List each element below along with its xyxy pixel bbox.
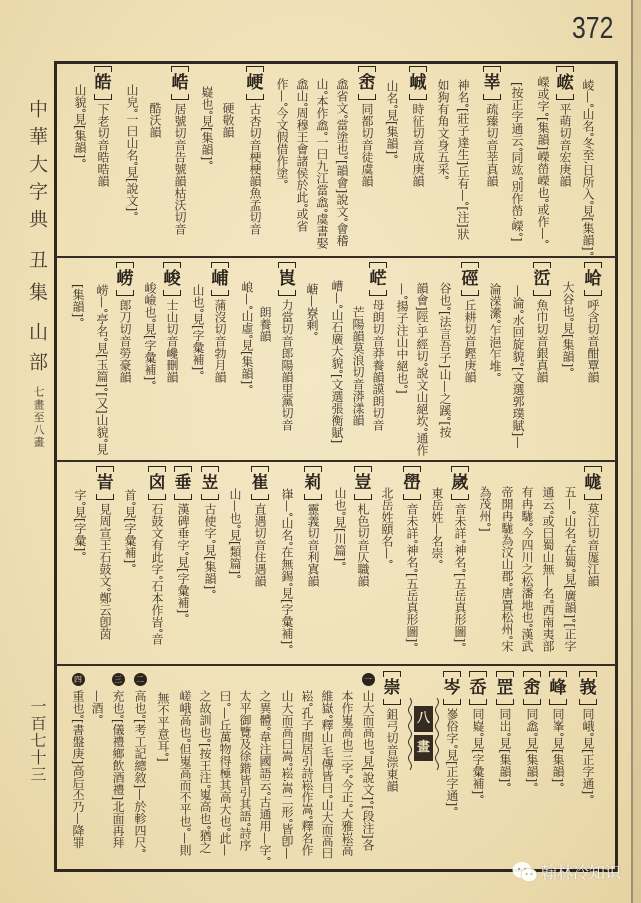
entry-head <box>441 671 463 811</box>
sense <box>67 673 89 848</box>
headword: 垂 <box>174 473 192 493</box>
definition-line: 嵣—嶚剩 <box>305 283 319 331</box>
headword-bracket <box>147 466 167 500</box>
entry-head <box>531 262 553 383</box>
headword-bracket <box>548 671 568 705</box>
headword-bracket <box>532 262 552 296</box>
entry-head <box>449 466 471 647</box>
definition-line: 山名見[集韻] <box>385 80 399 155</box>
headword: 岙 <box>469 678 487 698</box>
definition-line: [集韻] <box>71 284 85 318</box>
definition-line: 嵞省文當塗也[韻會]說文會稽 <box>335 78 349 247</box>
headword-bracket <box>277 262 297 296</box>
headword-bracket <box>408 66 428 100</box>
entry-text: 同峯見[集韻] <box>551 708 565 783</box>
entry-reading: 見周宣王石鼓文鄭云卽茵 <box>98 503 112 640</box>
headword: 岑 <box>443 678 461 698</box>
headword-bracket <box>583 466 603 500</box>
entry-head <box>547 671 569 787</box>
headword: 峬 <box>211 269 229 289</box>
reading-continuation: 芒陽韻莫浪切音漭漾韻 <box>351 306 365 426</box>
headword: 峹 <box>523 678 541 698</box>
definition-line: 峻嶮也見[字彙補] <box>143 282 157 381</box>
definition-line: 山也見[字彙補] <box>191 284 205 371</box>
headword-bracket <box>95 466 115 500</box>
entry-head <box>356 66 378 187</box>
sense-line: 曰—丘萬物得極其高大也此— <box>218 690 232 856</box>
sense-line: 山大而高曰嵩崧嵩二形皆卽— <box>280 690 294 860</box>
definition-line: 通云或曰蜀山無—名西南夷部 <box>541 486 555 652</box>
sense-number-icon: 二 <box>134 673 147 686</box>
headword-bracket <box>162 262 182 296</box>
tier-divider <box>56 664 616 666</box>
headword: 嶨 <box>403 473 421 493</box>
entry-head <box>244 66 266 235</box>
headword: 岦 <box>201 473 219 493</box>
headword-bracket <box>200 466 220 500</box>
headword: 峾 <box>533 269 551 289</box>
entry-reading: 郎刀切音勞豪韻 <box>118 299 132 383</box>
tier-divider <box>56 256 616 258</box>
sense-line: —酒 <box>90 690 104 714</box>
entry-head <box>92 66 114 187</box>
entry-reading: 時征切音成庚韻 <box>411 103 425 187</box>
reading-continuation: 朗養韻 <box>258 306 272 342</box>
definition-line: 五—山名在蜀見[廣韻][正字 <box>563 486 577 653</box>
definition-line: 谷也[法言吾子]山—之蹊[按 <box>438 282 452 439</box>
entry-head <box>577 671 599 799</box>
stroke-marker-char: 八 <box>414 706 433 732</box>
headword: 峺 <box>246 73 264 93</box>
headword: 峹 <box>358 73 376 93</box>
headword-bracket <box>245 66 265 100</box>
definition-line: 首見[字彙補] <box>123 489 137 564</box>
entry-head <box>114 262 136 383</box>
sense-line: 太平御覽及徐鍇皆引其語詩序 <box>238 690 252 851</box>
stroke-marker-char: 畫 <box>414 735 433 761</box>
entry-head <box>169 66 191 235</box>
definition-line: 字見[字彙] <box>73 489 87 552</box>
entry-head <box>146 466 168 645</box>
entry-reading: 古使字見[集韻] <box>203 503 217 590</box>
entry-head <box>209 262 231 383</box>
entry-text: 同峨見[正字通] <box>581 708 595 795</box>
sense-line: 之故訓也[按王注嵬高也猶之 <box>198 690 212 854</box>
headword-bracket <box>402 466 422 500</box>
headword: 峩 <box>579 678 597 698</box>
entry-head <box>302 466 324 587</box>
headword: 峸 <box>409 73 427 93</box>
headword-bracket <box>115 262 135 296</box>
definition-line: [按正字通云同竑別作嵤嶸] <box>510 82 524 242</box>
definition-line: 有冉駹今四川之松潘地也漢武 <box>520 486 534 652</box>
headword-bracket <box>442 671 462 705</box>
watermark-text: 翰林冷知识 <box>541 863 622 882</box>
definition-line: 山皃一曰山名見[說文] <box>125 84 139 212</box>
definition-line: 山—也見[類篇] <box>228 488 242 575</box>
tier-divider <box>56 460 616 462</box>
headword-bracket <box>357 66 377 100</box>
entry-head <box>481 66 503 187</box>
definition-line: 東岳姓—名崇 <box>430 487 444 559</box>
definition-line: 嶷也見[集韻] <box>200 86 214 161</box>
headword: 硜 <box>461 269 479 289</box>
margin-volume: 丑集 <box>26 250 48 314</box>
headword: 峕 <box>96 473 114 493</box>
entry-reading: 古杏切音梗梗韻魚孟切音 <box>248 103 262 235</box>
headword-bracket <box>495 671 515 705</box>
headword: 峵 <box>556 73 574 93</box>
sense-line: 嵯峨高也但嵬高而不平也—則 <box>178 690 192 856</box>
headword-bracket <box>303 466 323 500</box>
wechat-icon <box>511 861 539 883</box>
sense-line: 之異體韋注國語云古通用—字 <box>258 690 272 856</box>
entry-reading: 莫江切音厖江韻 <box>586 503 600 587</box>
sense-line: 山大而高也見[說文][段注]各 <box>361 690 375 851</box>
headword: 崇 <box>383 678 401 698</box>
entry-reading: 力當切音郎陽韻里黨切音 <box>280 299 294 431</box>
entry-head <box>459 262 481 383</box>
sense-number-icon: 四 <box>72 673 85 686</box>
headword: 罡 <box>496 678 514 698</box>
sense-line: 無不平意耳] <box>156 692 170 762</box>
headword: 峼 <box>171 73 189 93</box>
sense-line: 重也[書盤庚]高后丕乃—降罪 <box>71 690 85 849</box>
watermark <box>511 860 621 883</box>
entry-reading: 鉏弓切音漴東韻 <box>385 708 399 792</box>
headword: 㟐 <box>369 269 387 289</box>
reading-continuation: 酷沃韻 <box>148 102 162 138</box>
headword: 㟌 <box>584 473 602 493</box>
entry-reading: 音未詳神名[五岳真形圖] <box>453 503 467 643</box>
headword: 峆 <box>584 269 602 289</box>
headword-bracket <box>522 671 542 705</box>
definition-line: 帝開冉駹為汶山郡唐置松州宋 <box>500 486 514 652</box>
headword-bracket <box>353 466 373 500</box>
sense-number-icon: 三 <box>112 673 125 686</box>
entry-reading: 士山切音巉刪韻 <box>165 299 179 383</box>
headword: 崔 <box>251 473 269 493</box>
headword-bracket <box>578 671 598 705</box>
definition-line: 淪溁瀠乍浥乍堆 <box>488 283 502 372</box>
entry-head <box>161 262 183 383</box>
entry-head <box>494 671 516 787</box>
entry-head <box>94 466 116 640</box>
entry-head <box>352 466 374 587</box>
entry-reading: 魚巾切音銀真韻 <box>535 299 549 383</box>
headword-bracket <box>482 66 502 100</box>
headword: 峻 <box>163 269 181 289</box>
definition-line: 山本作嵞一曰九江當嵞虞書娶 <box>315 78 329 249</box>
margin-stroke-range: 七畫至八畫 <box>32 386 45 449</box>
definition-line: 神名[莊子達生]丘有—[注]狀 <box>456 79 470 240</box>
definition-line: 山貌見[集韻] <box>73 84 87 159</box>
definition-line: 嵞山周穆王會諸侯於此或省 <box>295 78 309 232</box>
definition-line: —淪水回旋貌[文選郭璞賦]— <box>511 285 525 449</box>
entry-head <box>401 466 423 647</box>
definition-line: 大谷也見[集韻] <box>561 281 575 368</box>
margin-book-title: 中華大字典 <box>26 99 48 237</box>
headword: 囟 <box>148 473 166 493</box>
entry-reading: 直遇切音住遇韻 <box>253 503 267 587</box>
stroke-count-marker <box>414 706 433 761</box>
margin-folio: 一百七十三 <box>28 698 47 783</box>
entry-reading: 呼含切音酣覃韻 <box>586 299 600 383</box>
entry-reading: 平萌切音宏庚韻 <box>558 103 572 187</box>
sense-line: 高也[考工記總敘]—於軫四尺 <box>133 690 147 849</box>
headword-bracket <box>450 466 470 500</box>
entry-reading: 丘耕切音鏗庚韻 <box>463 299 477 383</box>
entry-head <box>467 671 489 799</box>
headword-bracket <box>468 671 488 705</box>
definition-line: 北岳姓頤名— <box>380 487 394 559</box>
definition-line: 作—今文假借作塗 <box>275 78 289 179</box>
definition-line: —揚子注山中絕也] <box>395 283 409 394</box>
headword: 峷 <box>483 73 501 93</box>
definition-line: 崂—亭名見[玉篇][又]山貌見 <box>95 284 109 455</box>
headword-bracket <box>583 262 603 296</box>
sense <box>357 673 379 851</box>
headword-bracket <box>170 66 190 100</box>
entry-reading: 母朗切音莽養韻謨朗切音 <box>371 299 385 431</box>
entry-text: 同岀見[集韻] <box>498 708 512 783</box>
entry-reading: 疏臻切音莘真韻 <box>485 103 499 187</box>
definition-line: 嵂—山名在無錫見[字彙補] <box>280 488 294 645</box>
headword-bracket <box>382 671 402 705</box>
headword: 皓 <box>94 73 112 93</box>
definition-line: 嶸或字[集韻]嶸嵤嶸也或作— <box>536 76 550 240</box>
sense-number-icon: 一 <box>362 673 375 686</box>
entry-head <box>199 466 221 594</box>
reading-continuation: 硬敬韻 <box>221 102 235 138</box>
margin-section: 山部 <box>26 322 48 382</box>
entry-reading: 居號切音告號韻枯沃切音 <box>173 103 187 235</box>
entry-head <box>582 262 604 383</box>
sense-line: 本作嵬高也三字今正大雅崧高 <box>340 690 354 856</box>
headword: 崀 <box>278 269 296 289</box>
headword: 崂 <box>116 269 134 289</box>
sense-line: 維嶽釋山毛傳皆曰山大而高曰 <box>320 690 334 860</box>
entry-head <box>276 262 298 431</box>
headword-bracket <box>173 466 193 500</box>
entry-reading: 蒲沒切音勃月韻 <box>213 299 227 383</box>
headword: 峲 <box>304 473 322 493</box>
headword: 嵗 <box>451 473 469 493</box>
definition-line: 如狗有角文身五采 <box>436 79 450 175</box>
definition-line: 為茂州] <box>478 486 492 532</box>
sense-line: 充也[儀禮鄉飲酒禮]北面再拜 <box>111 690 125 849</box>
headword: 峰 <box>549 678 567 698</box>
headword: 豈 <box>354 473 372 493</box>
sense <box>107 673 129 848</box>
sense <box>129 673 151 853</box>
entry-head <box>521 671 543 787</box>
entry-text: 同嶷見[字彙補] <box>471 708 485 795</box>
headword-bracket <box>250 466 270 500</box>
entry-reading: 同都切音徒虞韻 <box>360 103 374 187</box>
adjacent-page-shadow <box>633 0 641 903</box>
definition-line: 山也見[川篇] <box>333 487 347 562</box>
entry-head <box>554 66 576 187</box>
entry-head <box>407 66 429 187</box>
entry-text: 嵾俗字見[正字通] <box>445 708 459 807</box>
headword-bracket <box>368 262 388 296</box>
definition-line: 嶆—山石廣大貌[文選張衡賦] <box>330 280 344 444</box>
entry-reading: 音未詳神名[五岳真形圖] <box>405 503 419 643</box>
entry-head <box>367 262 389 431</box>
entry-text: 同嵞見[集韻] <box>525 708 539 783</box>
headword-bracket <box>460 262 480 296</box>
entry-head <box>172 466 194 618</box>
headword-bracket <box>93 66 113 100</box>
sense-line: 崧孔子閒居引詩崧作嵩釋名作 <box>300 690 314 856</box>
headword-bracket <box>210 262 230 296</box>
page-edge-line <box>631 0 633 903</box>
entry-head <box>582 466 604 587</box>
entry-reading: 漢碑垂字見[字彙補] <box>176 503 190 614</box>
definition-line: 㟍—山虛見[集韻] <box>240 281 254 385</box>
entry-reading: 札色切音仄職韻 <box>356 503 370 587</box>
page-number: 372 <box>572 10 614 45</box>
headword-bracket <box>555 66 575 100</box>
continued-line: 崚—山名冬至日所入見[集韻] <box>581 79 595 251</box>
entry-head <box>381 671 403 792</box>
entry-head <box>249 466 271 587</box>
entry-reading: 下老切音晧晧韻 <box>96 103 110 187</box>
definition-line: 韻會]陘乎經切說文山絕坎通作 <box>415 282 429 456</box>
entry-reading: 石鼓文有此字石本作峕音 <box>150 503 164 645</box>
entry-reading: 靈義切音利寘韻 <box>306 503 320 587</box>
